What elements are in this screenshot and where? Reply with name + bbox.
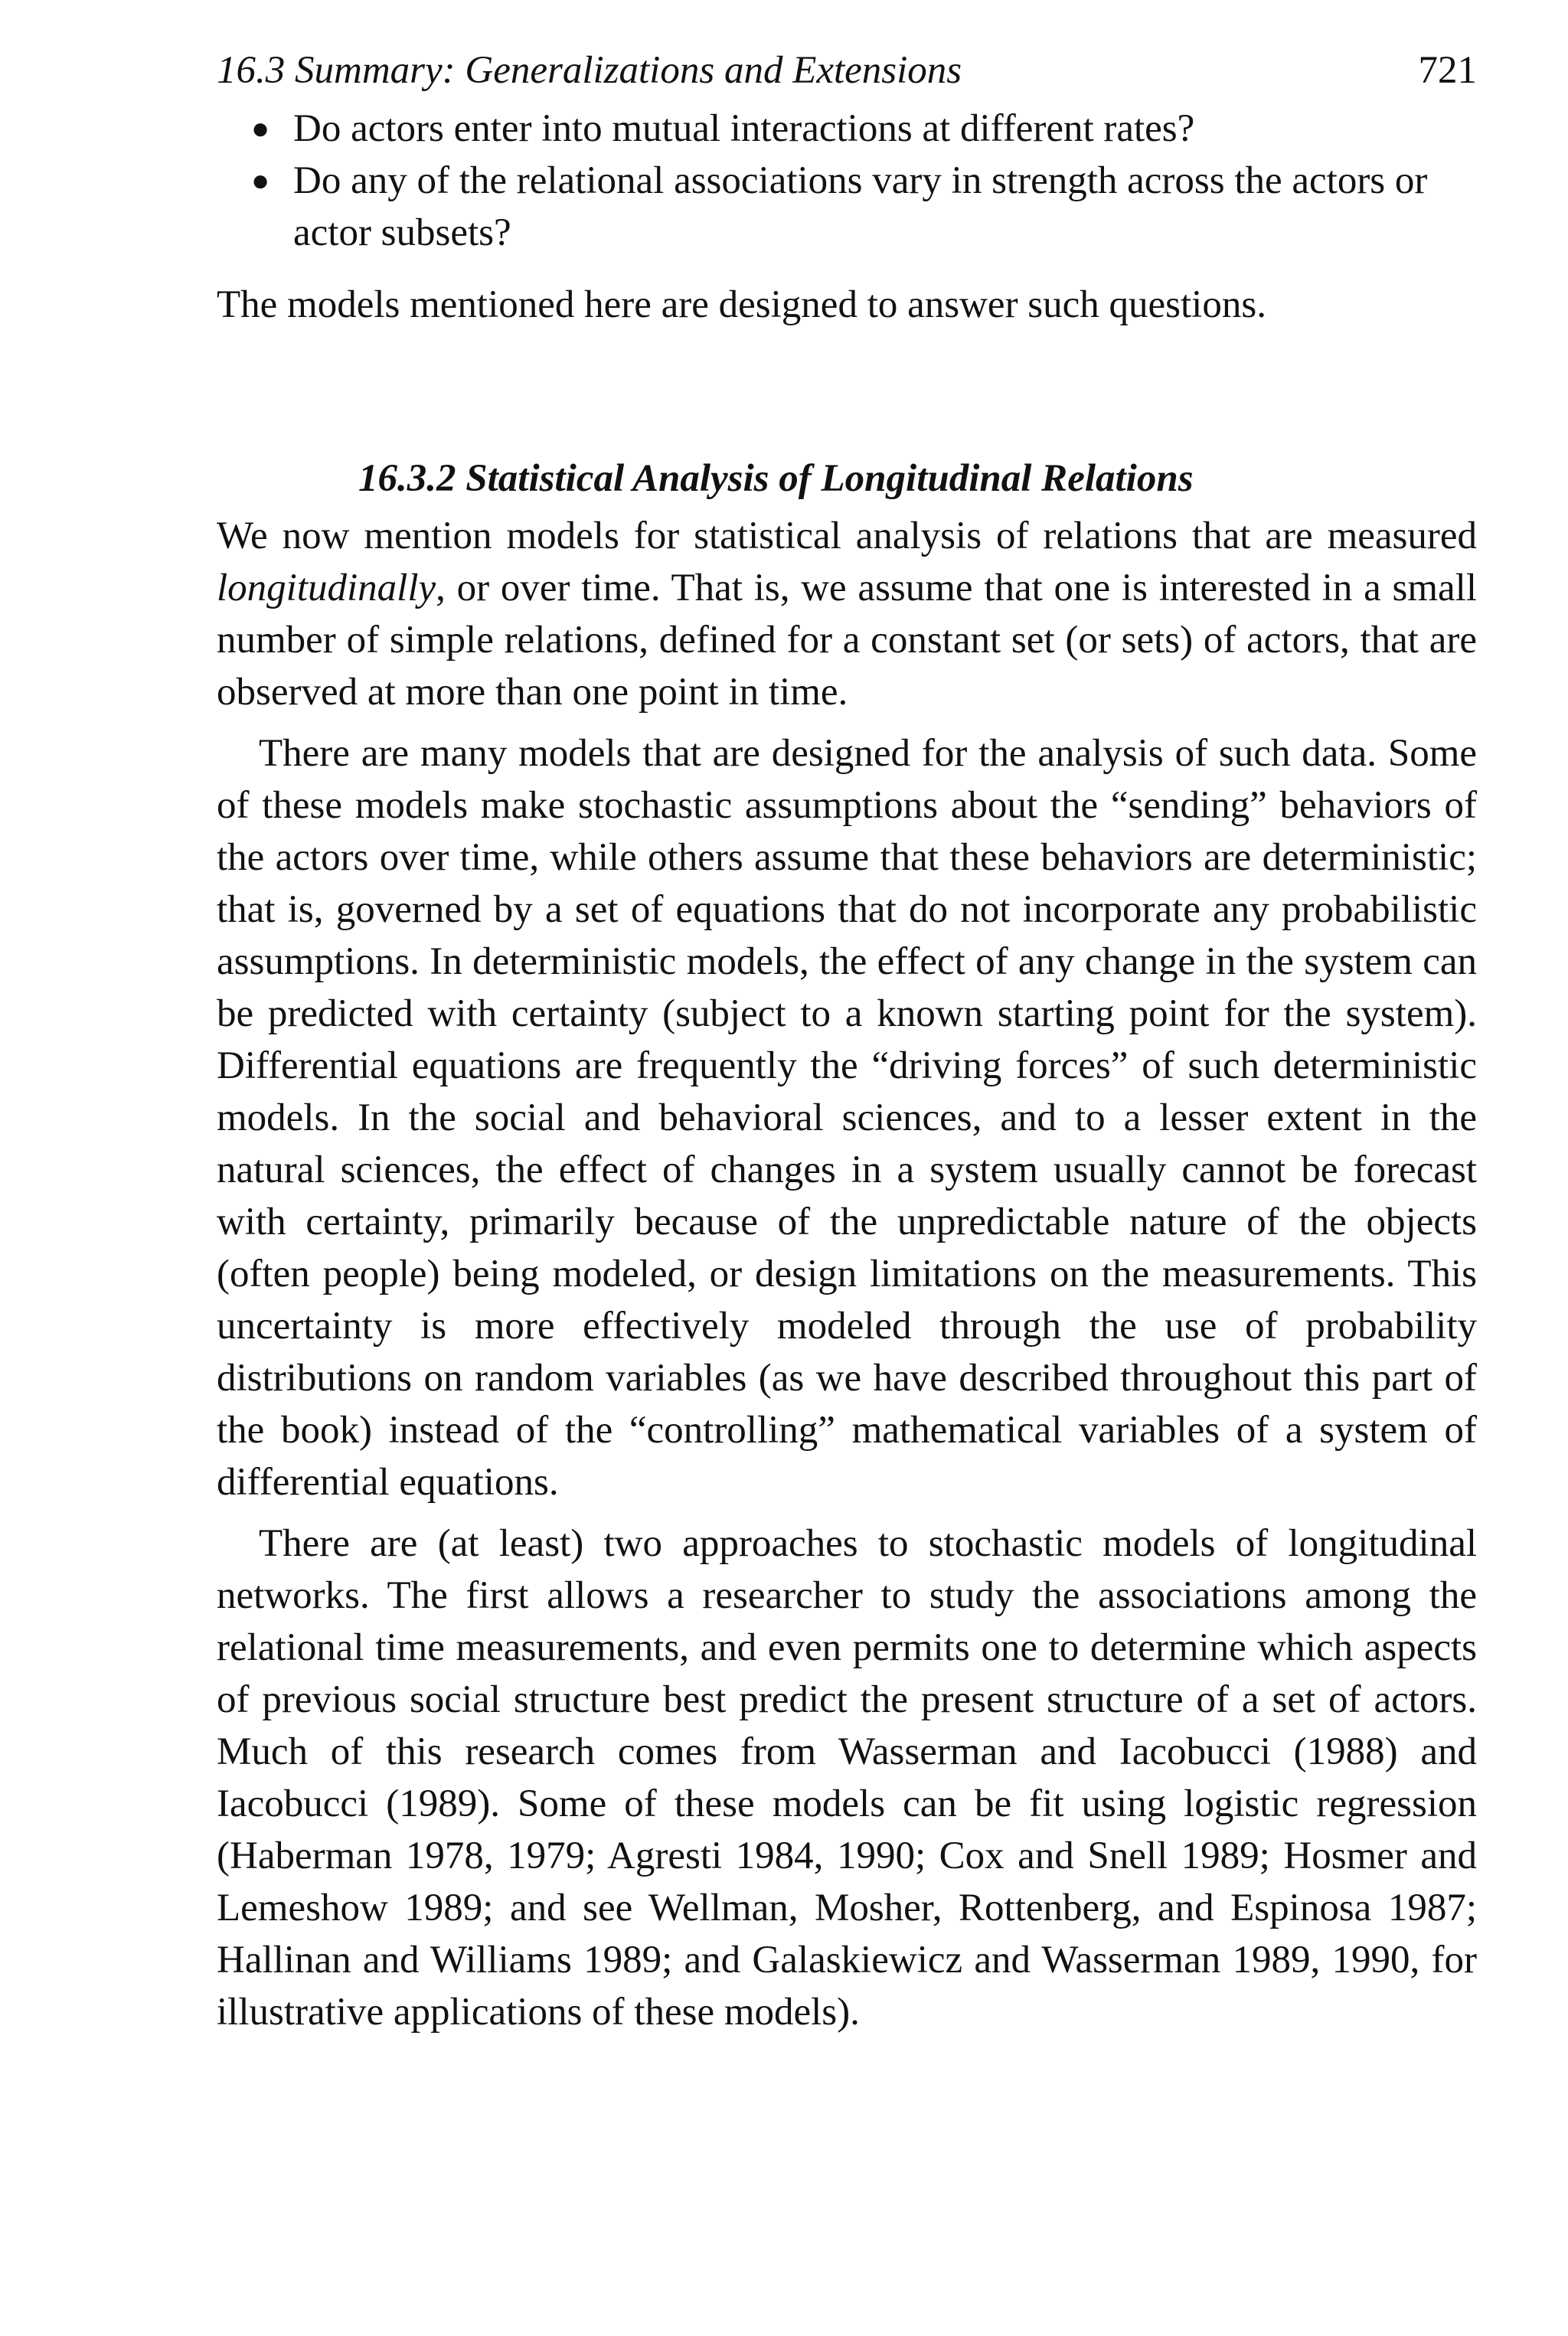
- running-head-title: 16.3 Summary: Generalizations and Extensions: [217, 49, 962, 92]
- page-number: 721: [1418, 49, 1477, 92]
- paragraph-1-emphasis: longitudinally: [217, 567, 436, 609]
- running-head: [217, 46, 1477, 95]
- section-heading: 16.3.2 Statistical Analysis of Longitudinal Relations: [358, 457, 1194, 500]
- list-item-text: Do any of the relational associations vary in strength across the actors or actor subsets?: [293, 159, 1428, 254]
- question-list: [217, 103, 1477, 259]
- book-page: [217, 46, 1477, 2038]
- paragraph-1-text-b: , or over time. That is, we assume that one is interested in a small number of simple relations, defined for a constant set (or sets) of actors, that are observed at more than one point in time.: [217, 567, 1477, 714]
- intro-closing-sentence: The models mentioned here are designed to answer such questions.: [217, 283, 1266, 326]
- paragraph-1-text-a: We now mention models for statistical analysis of relations that are measured: [217, 515, 1477, 557]
- paragraph-2: There are many models that are designed for the analysis of such data. Some of these models make stochastic assumptions about the “sending” behaviors of the actors over time, while others assume that these behaviors are deterministic; that is, governed by a set of equations that do not incorporate any probabilistic assumptions. In deterministic models, the effect of any change in the system can be predicted with certainty (subject to a known starting point for the system). Differential equations are frequently the “driving forces” of such deterministic models. In the social and behavioral sciences, and to a lesser extent in the natural sciences, the effect of changes in a system usually cannot be forecast with certainty, primarily because of the unpredictable nature of the objects (often people) being modeled, or design limitations on the measurements. This uncertainty is more effectively modeled through the use of probability distributions on random variables (as we have described throughout this part of the book) instead of the “controlling” mathematical variables of a system of differential equations.: [217, 732, 1477, 1504]
- paragraph-3: There are (at least) two approaches to stochastic models of longitudinal networks. The first allows a researcher to study the associations among the relational time measurements, and even permits one to determine which aspects of previous social structure best predict the present structure of a set of actors. Much of this research comes from Wasserman and Iacobucci (1988) and Iacobucci (1989). Some of these models can be fit using logistic regression (Haberman 1978, 1979; Agresti 1984, 1990; Cox and Snell 1989; Hosmer and Lemeshow 1989; and see Wellman, Mosher, Rottenberg, and Espinosa 1987; Hallinan and Williams 1989; and Galaskiewicz and Wasserman 1989, 1990, for illustrative applications of these models).: [217, 1522, 1477, 2034]
- bullet-icon: ●: [251, 111, 270, 145]
- paragraph-1: [217, 510, 1477, 718]
- bullet-icon: ●: [251, 163, 270, 198]
- list-item-text: Do actors enter into mutual interactions at different rates?: [293, 107, 1195, 150]
- list-item: [217, 103, 1477, 155]
- list-item: [217, 155, 1477, 259]
